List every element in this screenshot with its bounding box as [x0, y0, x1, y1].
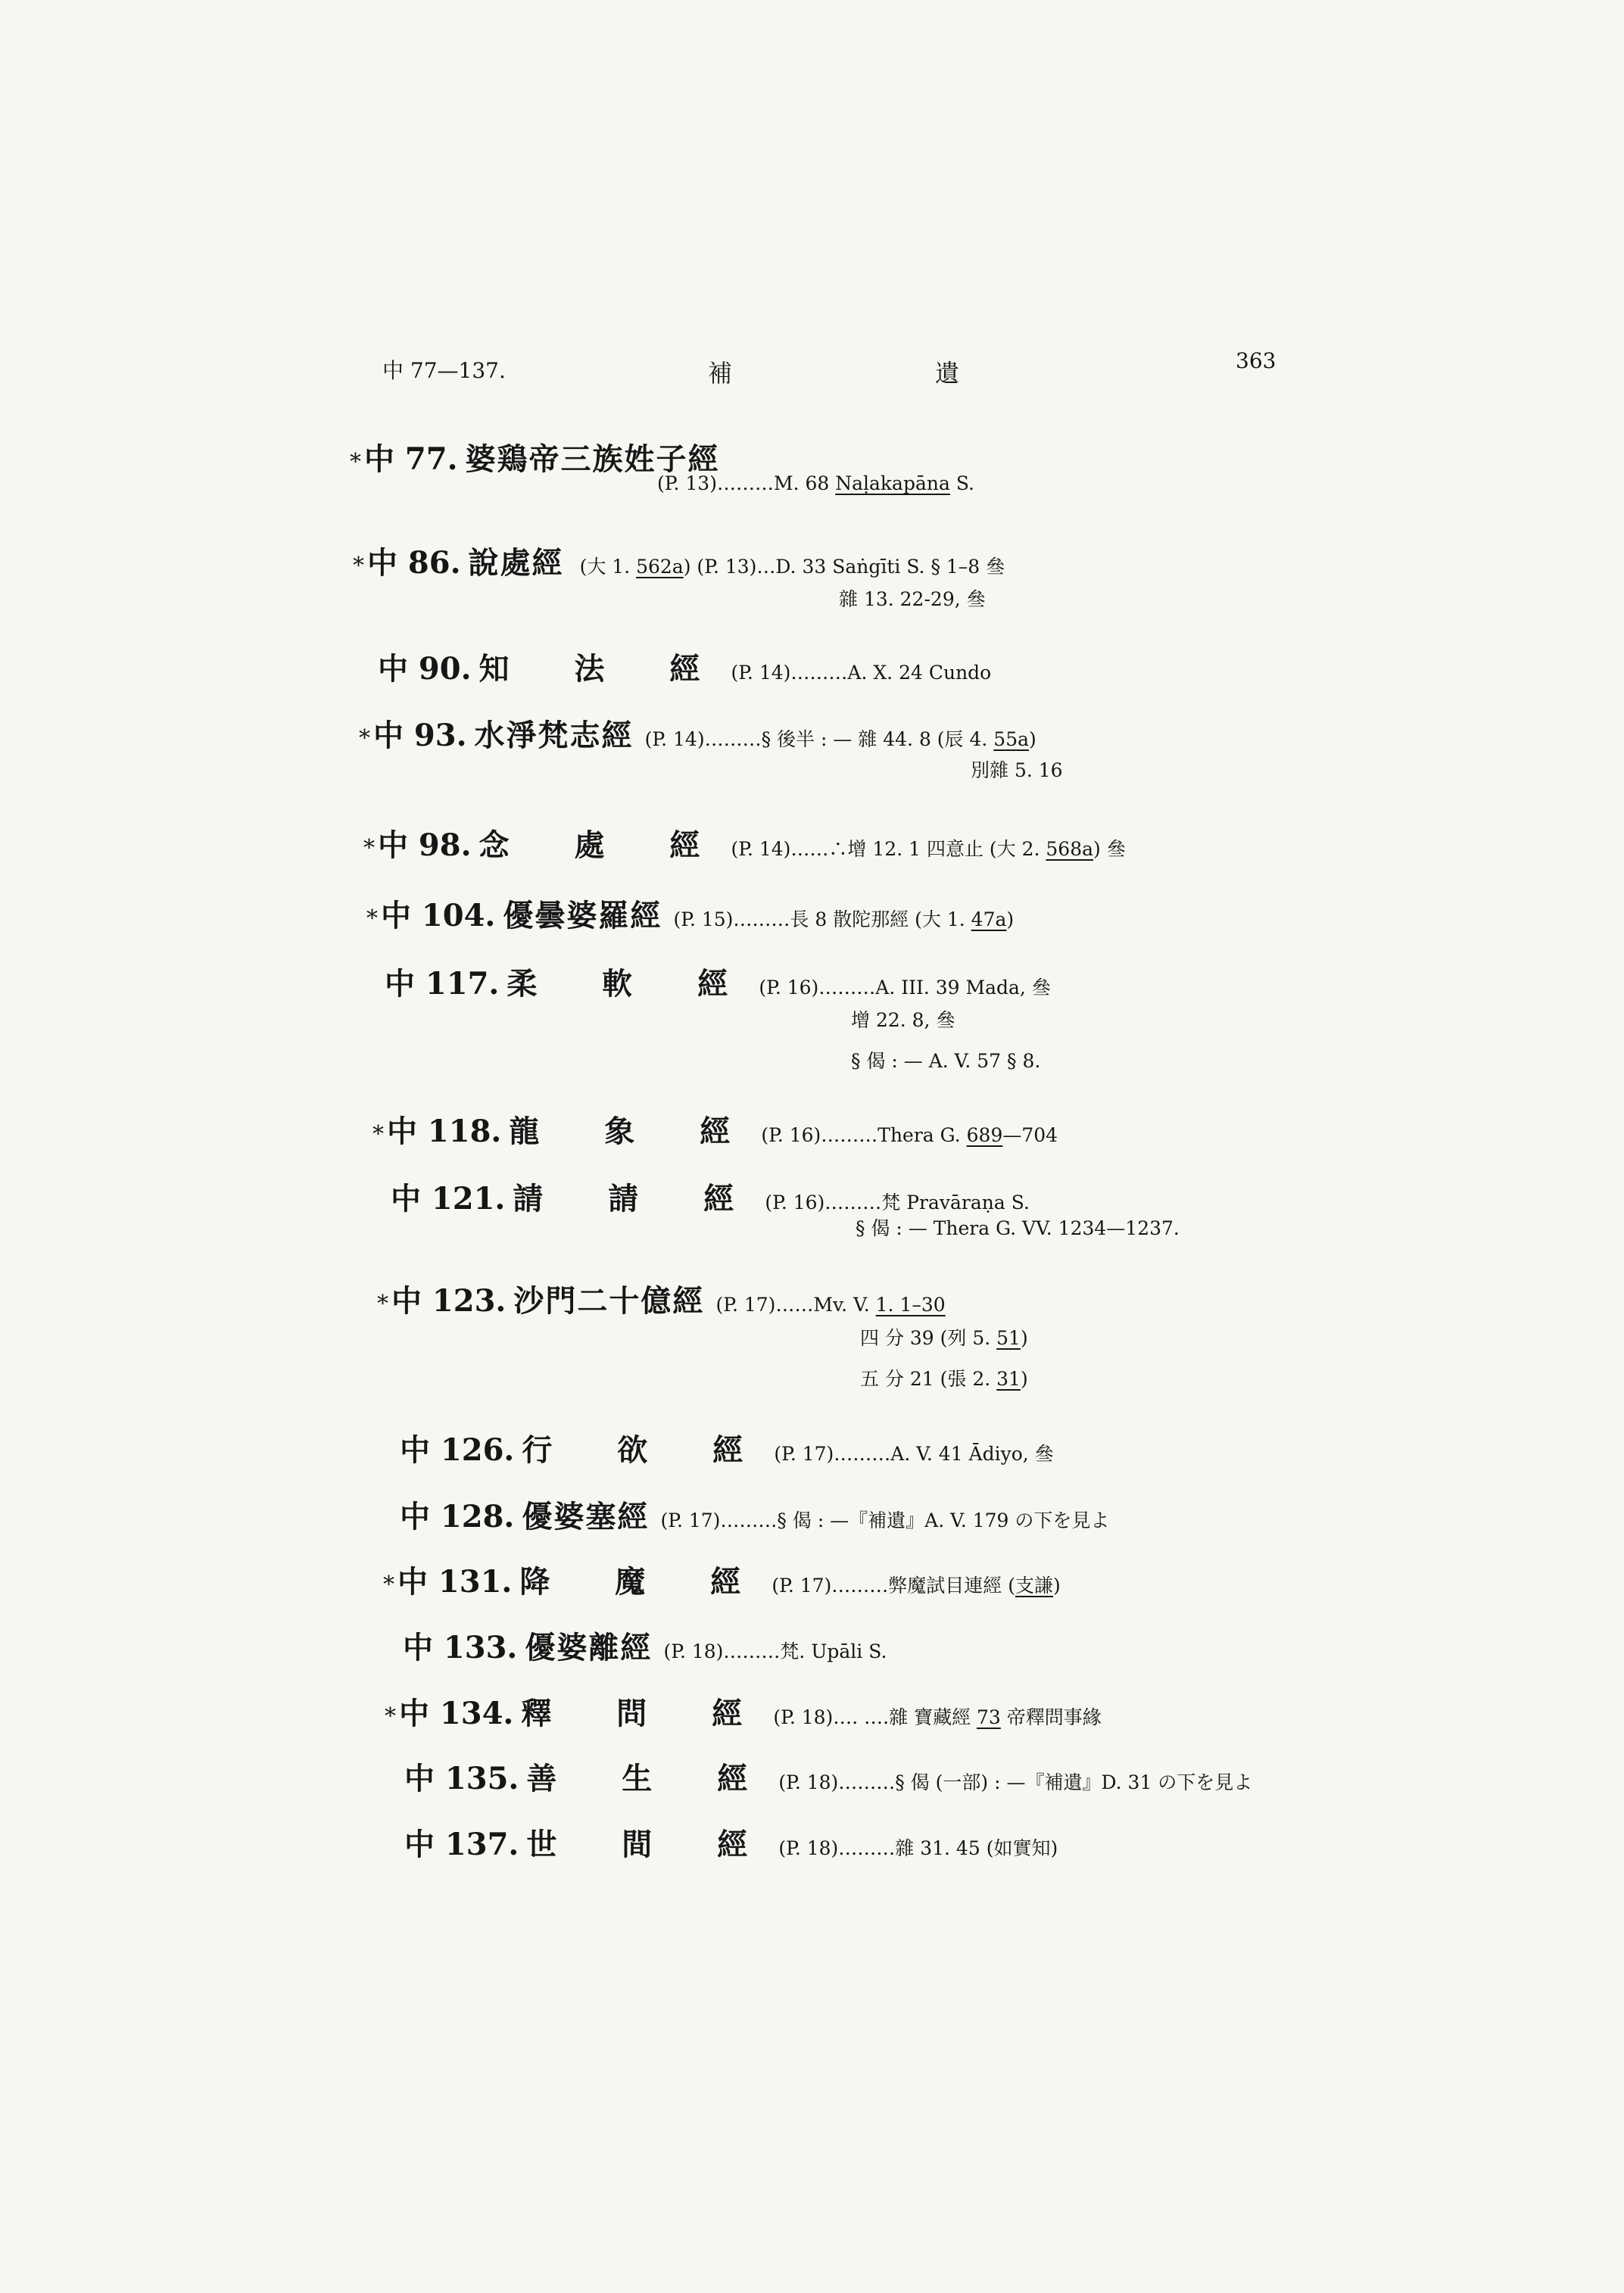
entry-137: 中 137. 世 間 經 (P. 18)………雜 31. 45 (如實知): [404, 1827, 1058, 1862]
entry-128-reference: (P. 17)………§ 偈 : —『補遺』A. V. 179 の下を見よ: [660, 1509, 1110, 1531]
entry-128: 中 128. 優婆塞經 (P. 17)………§ 偈 : —『補遺』A. V. 179 の下を見よ: [400, 1499, 1110, 1534]
entry-86: * 中 86. 說處經 (大 1. 562a) (P. 13)…D. 33 Saṅgīti S. § 1–8 叄: [353, 545, 1005, 581]
entry-117-reference: (P. 16)………A. III. 39 Mada, 叄: [759, 977, 1051, 999]
asterisk: *: [350, 449, 361, 475]
entry-117: 中 117. 柔 軟 經 (P. 16)………A. III. 39 Mada, 叄: [385, 966, 1051, 1002]
running-head-title-1: 補: [708, 359, 733, 388]
entry-117-continuation-2: § 偈 : — A. V. 57 § 8.: [851, 1050, 1041, 1072]
entry-126-reference: (P. 17)………A. V. 41 Ādiyo, 叄: [774, 1443, 1054, 1465]
entry-77-reference: (P. 13)………M. 68 Naḷakapāna S.: [657, 472, 975, 494]
entry-134-reference: (P. 18)…. ….雜 寶藏經 73 帝釋問事緣: [773, 1706, 1102, 1728]
entry-131-reference: (P. 17)………弊魔試目連經 (支謙): [771, 1575, 1061, 1597]
entry-123-reference: (P. 17)……Mv. V. 1. 1–30: [715, 1294, 946, 1316]
running-head-left: 中 77—137.: [382, 358, 506, 383]
entry-133-reference: (P. 18)………梵. Upāli S.: [663, 1640, 887, 1662]
entry-90: 中 90. 知 法 經 (P. 14)………A. X. 24 Cundo: [378, 651, 992, 687]
entry-134: * 中 134. 釋 問 經 (P. 18)…. ….雜 寶藏經 73 帝釋問事緣: [385, 1696, 1102, 1731]
entry-104-reference: (P. 15)………長 8 散陀那經 (大 1. 47a): [673, 908, 1015, 930]
entry-123: * 中 123. 沙門二十億經 (P. 17)……Mv. V. 1. 1–30: [377, 1283, 946, 1319]
entry-118-reference: (P. 16)………Thera G. 689—704: [761, 1124, 1058, 1146]
entry-121: 中 121. 請 請 經 (P. 16)………梵 Pravāraṇa S.: [391, 1181, 1030, 1217]
entry-86-continuation: 雜 13. 22-29, 叄: [839, 588, 986, 610]
page-number: 363: [1236, 348, 1276, 373]
entry-93: * 中 93. 水淨梵志經 (P. 14)………§ 後半 : — 雜 44. 8 (辰 4. 55a): [359, 718, 1036, 753]
entry-117-continuation-1: 增 22. 8, 叄: [851, 1009, 955, 1031]
entry-93-reference: (P. 14)………§ 後半 : — 雜 44. 8 (辰 4. 55a): [644, 728, 1036, 750]
running-head-title-2: 遺: [935, 359, 960, 388]
entry-123-continuation-2: 五 分 21 (張 2. 31): [860, 1368, 1028, 1390]
entry-121-continuation: § 偈 : — Thera G. VV. 1234—1237.: [856, 1217, 1180, 1239]
entry-104: * 中 104. 優曇婆羅經 (P. 15)………長 8 散陀那經 (大 1. 47a): [366, 898, 1015, 933]
entry-137-reference: (P. 18)………雜 31. 45 (如實知): [778, 1837, 1058, 1859]
entry-133: 中 133. 優婆離經 (P. 18)………梵. Upāli S.: [403, 1630, 887, 1665]
entry-131: * 中 131. 降 魔 經 (P. 17)………弊魔試目連經 (支謙): [383, 1564, 1061, 1600]
entry-135: 中 135. 善 生 經 (P. 18)………§ 偈 (一部) : —『補遺』D. 31 の下を見よ: [404, 1761, 1253, 1796]
entry-126: 中 126. 行 欲 經 (P. 17)………A. V. 41 Ādiyo, 叄: [400, 1432, 1054, 1468]
entry-135-reference: (P. 18)………§ 偈 (一部) : —『補遺』D. 31 の下を見よ: [778, 1771, 1253, 1793]
entry-123-continuation-1: 四 分 39 (列 5. 51): [860, 1327, 1028, 1349]
entry-118: * 中 118. 龍 象 經 (P. 16)………Thera G. 689—704: [372, 1114, 1058, 1149]
entry-86-reference: (大 1. 562a) (P. 13)…D. 33 Saṅgīti S. § 1–8 叄: [579, 556, 1005, 578]
entry-93-continuation: 別雜 5. 16: [971, 759, 1063, 781]
entry-121-reference: (P. 16)………梵 Pravāraṇa S.: [765, 1192, 1030, 1213]
entry-98-reference: (P. 14)……∴增 12. 1 四意止 (大 2. 568a) 叄: [731, 838, 1126, 860]
entry-90-reference: (P. 14)………A. X. 24 Cundo: [731, 662, 992, 684]
entry-title: 婆鶏帝三族姓子經: [465, 441, 720, 477]
entry-number: 中 77.: [364, 441, 458, 477]
entry-98: * 中 98. 念 處 經 (P. 14)……∴增 12. 1 四意止 (大 2. 568a) 叄: [363, 827, 1126, 863]
